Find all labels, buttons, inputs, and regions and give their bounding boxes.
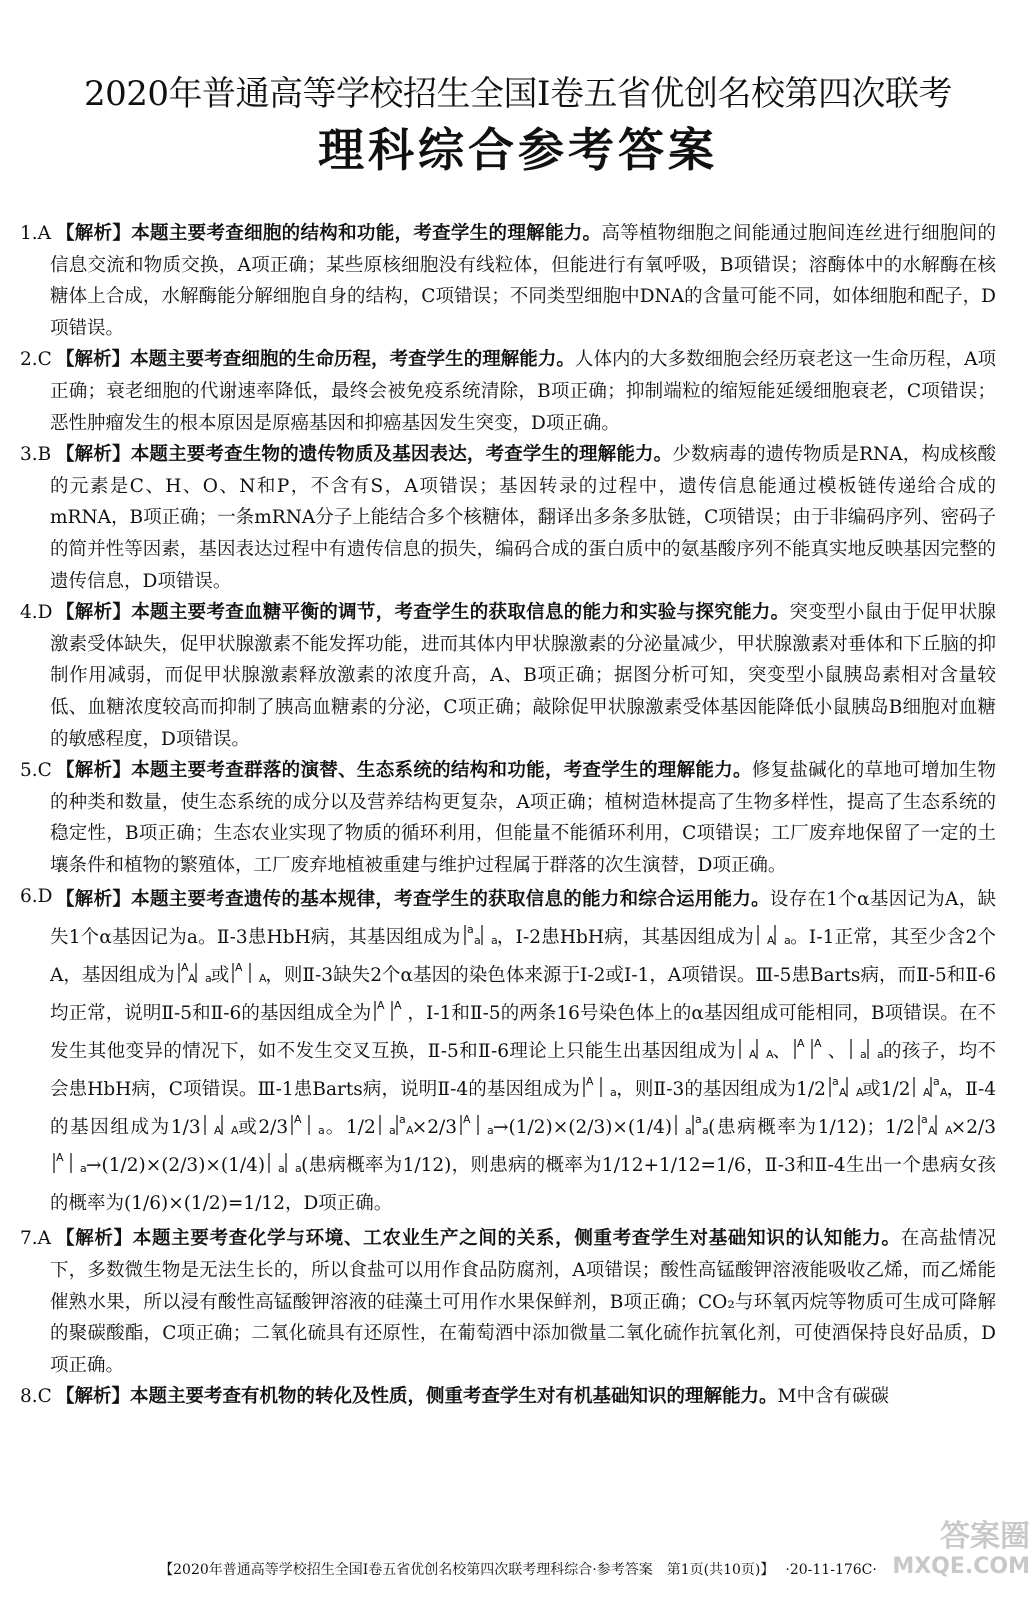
genotype-figure [911,1075,949,1100]
svg-text:A: A [944,1124,953,1138]
svg-text:a: a [831,1075,839,1089]
answer-item-1 [20,218,996,344]
svg-text:A: A [56,1151,64,1165]
svg-text:a: a [473,934,481,948]
svg-text:A: A [749,1048,757,1062]
item-lead: 本题主要考查化学与环境、工农业生产之间的关系，侧重考查学生对基础知识的认知能力。 [132,1228,901,1250]
analysis-label: 【解析】 [56,1386,131,1408]
genotype-figure [289,1113,323,1137]
svg-text:a: a [204,972,212,986]
svg-text:a: a [487,1124,494,1138]
svg-text:a: a [295,1162,302,1176]
item-text: 或1/2 [861,1079,911,1101]
genotype-figure [737,1037,774,1062]
svg-text:a: a [920,1113,928,1127]
item-number: 8.C [20,1386,52,1408]
item-body: 突变型小鼠由于促甲状腺激素受体缺失，促甲状腺激素不能发挥功能，进而其体内甲状腺激素的分泌量减少，甲状腺激素对垂体和下丘脑的抑制作用减弱，而促甲状腺激素释放激素的浓度升高，A、B项正确；据图分析可知，突变型小鼠胰岛素相对含量较低、血糖浓度较高而抑制了胰高血糖素的分泌，C项正确；敲除促甲状腺激素受体基因能降低小鼠胰岛B细胞对血糖的敏感程度，D项错误。 [50,602,996,750]
item-text: (患病概率为1/12)；1/2 [708,1117,915,1139]
item-number: 5.C [20,760,52,782]
svg-text:a: a [933,1075,941,1089]
svg-text:a: a [388,1124,396,1138]
answer-item-5 [20,755,996,881]
item-body: 高等植物细胞之间能通过胞间连丝进行细胞间的信息交流和物质交换，A项正确；某些原核细胞没有线粒体，但能进行有氧呼吸，B项错误；溶酶体中的水解酶在核糖体上合成，水解酶能分解细胞自身的结构，C项错误；不同类型细胞中DNA的含量可能不同，如体细胞和配子，D项错误。 [50,223,996,339]
item-number: 6.D [20,886,53,908]
svg-text:a: a [695,1113,702,1127]
watermark-logo [880,1520,1030,1580]
svg-text:a: a [876,1048,884,1062]
item-lead: 本题主要考查有机物的转化及性质，侧重考查学生对有机基础知识的理解能力。 [130,1386,778,1408]
svg-text:A: A [797,1037,805,1051]
svg-text:A: A [213,1124,222,1138]
genotype-figure [462,923,496,947]
svg-text:A: A [394,999,402,1013]
item-text: (患病概率为1/12)，则患病的概率为1/12+1/12=1/6，Ⅱ-3和Ⅱ-4生出一个患病女孩的概率为(1/6)×(1/2)=1/12，D项正确。 [50,1155,996,1215]
genotype-figure [458,1113,492,1137]
item-lead: 本题主要考查血糖平衡的调节，考查学生的获取信息的能力和实验与探究能力。 [131,602,790,624]
svg-text:A: A [766,1048,774,1062]
item-body: 人体内的大多数细胞会经历衰老这一生命历程，A项正确；衰老细胞的代谢速率降低，最终会被免疫系统清除，B项正确；抑制端粒的缩短能延缓细胞衰老，C项错误；恶性肿瘤发生的根本原因是原癌基因和抑癌基因发生突变，D项正确。 [50,349,996,434]
svg-text:A: A [838,1086,847,1100]
item-text: 、 [827,1041,847,1063]
svg-text:A: A [180,961,189,975]
genotype-figure [176,961,210,985]
item-number: 4.D [20,602,53,624]
answer-item-6 [20,881,996,1223]
analysis-label: 【解析】 [56,349,131,371]
svg-text:a: a [783,934,791,948]
svg-text:A: A [586,1075,594,1089]
answer-item-8 [20,1381,996,1413]
answer-item-4 [20,597,996,755]
answer-item-3 [20,439,996,597]
item-lead: 本题主要考查遗传的基本规律，考查学生的获取信息的能力和综合运用能力。 [131,889,770,911]
svg-text:A: A [855,1086,864,1100]
item-text: ，Ⅰ-2患HbH病，其基因组成为 [496,927,754,949]
exam-code: ·20-11-176C· [785,1562,877,1578]
svg-text:A: A [814,1037,822,1051]
svg-text:a: a [490,934,498,948]
item-text: 设存在1个α基因记为A，缺失1个α基因记为a。Ⅱ-3患HbH病，其基因组成为 [50,889,996,949]
analysis-label: 【解析】 [56,444,131,466]
svg-text:A: A [187,972,196,986]
item-number: 3.B [20,444,52,466]
genotype-figure [755,923,789,947]
analysis-label: 【解析】 [56,602,132,624]
svg-text:a: a [859,1048,867,1062]
svg-text:A: A [405,1124,414,1138]
svg-text:a: a [685,1124,692,1138]
page-title: 理科综合参考答案 [318,123,718,177]
item-text: 的孩子，均不会患HbH病，C项错误。Ⅲ-1患Barts病，说明Ⅱ-4的基因组成为 [50,1041,996,1101]
footer-text: 【2020年普通高等学校招生全国Ⅰ卷五省优创名校第四次联考理科综合·参考答案 第1页(共10页)】 [159,1562,768,1578]
item-text: ，Ⅰ-1和Ⅱ-5的两条16号染色体上的α基因组成可能相同，B项错误。在不发生其他变异的情况下，如不发生交叉互换，Ⅱ-5和Ⅱ-6理论上只能生出基因组成为 [50,1003,996,1063]
svg-text:a: a [466,923,474,937]
svg-text:A: A [766,934,775,948]
item-number: 2.C [20,349,52,371]
genotype-figure [673,1113,707,1137]
item-text: 。Ⅰ-1正常，其至少含2个A，基因组成为 [50,927,996,987]
genotype-figure [377,1113,414,1138]
genotype-figure [581,1075,615,1099]
analysis-label: 【解析】 [56,223,132,244]
item-text: ，则Ⅱ-3的基因组成为1/2 [616,1079,826,1101]
item-number: 1.A [20,223,52,244]
svg-text:A: A [230,1124,239,1138]
svg-text:A: A [463,1113,471,1127]
watermark-text: 答案圈 [940,1519,1030,1554]
item-text: 或2/3 [236,1117,289,1139]
analysis-label: 【解析】 [56,889,132,911]
exam-title: 2020年普通高等学校招生全国Ⅰ卷五省优创名校第四次联考 [84,74,952,114]
svg-text:a: a [610,1086,617,1100]
item-number: 7.A [20,1228,52,1250]
item-text: ，则Ⅱ-3缺失2个α基因的染色体来源于Ⅰ-2或Ⅰ-1，A项错误。Ⅲ-5患Barts病，而Ⅱ-5和Ⅱ-6均正常，说明Ⅱ-5和Ⅱ-6的基因组成全为 [50,965,996,1025]
item-text: →(1/2)×(2/3)×(1/4) [86,1155,266,1177]
genotype-figure [827,1075,864,1100]
svg-text:A: A [294,1113,302,1127]
genotype-figure [372,999,406,1023]
answer-item-2 [20,344,996,439]
svg-text:a: a [318,1124,325,1138]
genotype-figure [848,1037,882,1061]
genotype-figure [266,1151,300,1175]
svg-text:A: A [259,972,267,986]
item-body: 在高盐情况下，多数微生物是无法生长的，所以食盐可以用作食品防腐剂，A项错误；酸性高锰酸钾溶液能吸收乙烯，而乙烯能催熟水果，所以浸有酸性高锰酸钾溶液的硅藻土可用作水果保鲜剂，B项正确；CO₂与环氧丙烷等物质可生成可降解的聚碳酸酯，C项正确；二氧化硫具有还原性，在葡萄酒中添加微量二氧化硫作抗氧化剂，可使酒保持良好品质，D项正确。 [50,1228,996,1376]
item-text: ，Ⅱ-4的基因组成为1/3 [50,1079,996,1139]
answer-item-7 [20,1223,996,1381]
item-text: →(1/2)×(2/3)×(1/4) [493,1117,673,1139]
watermark-url: MXQE.COM [892,1554,1030,1579]
item-text: 、 [772,1041,792,1063]
answer-content [20,218,996,1413]
genotype-figure [202,1113,239,1138]
svg-text:A: A [927,1124,936,1138]
svg-text:A: A [235,961,243,975]
item-lead: 本题主要考查群落的演替、生态系统的结构和功能，考查学生的理解能力。 [131,760,752,782]
item-lead: 本题主要考查细胞的结构和功能，考查学生的理解能力。 [131,223,602,244]
item-lead: 本题主要考查细胞的生命历程，考查学生的理解能力。 [130,349,575,371]
item-body: 修复盐碱化的草地可增加生物的种类和数量，使生态系统的成分以及营养结构更复杂，A项正确；植树造林提高了生物多样性，提高了生态系统的稳定性，B项正确；生态农业实现了物质的循环利用，但能量不能循环利用，C项错误；工厂废弃地保留了一定的土壤条件和植物的繁殖体，工厂废弃地植被重建与维护过程属于群落的次生演替，D项正确。 [50,760,996,876]
svg-text:a: a [278,1162,285,1176]
genotype-figure [51,1151,85,1175]
item-body: M中含有碳碳 [777,1386,889,1408]
item-text: 。1/2 [324,1117,376,1139]
genotype-figure [230,961,267,986]
item-body: 少数病毒的遗传物质是RNA，构成核酸的元素是C、H、O、N和P，不含有S，A项错误；基因转录的过程中，遗传信息能通过模板链传递给合成的mRNA，B项正确；一条mRNA分子上能结合多个核糖体，翻译出多条多肽链，C项错误；由于非编码序列、密码子的简并性等因素，基因表达过程中有遗传信息的损失，编码合成的蛋白质中的氨基酸序列不能真实地反映基因完整的遗传信息，D项错误。 [50,444,996,592]
analysis-label: 【解析】 [56,760,132,782]
header [0,72,1036,180]
svg-text:a: a [702,1124,709,1138]
analysis-label: 【解析】 [56,1228,133,1250]
item-text: ×2/3 [950,1117,997,1139]
svg-text:A: A [377,999,385,1013]
item-text: 或 [210,965,230,987]
item-text: ×2/3 [411,1117,458,1139]
genotype-figure [916,1113,953,1138]
svg-text:A: A [923,1086,932,1100]
svg-text:a: a [398,1113,406,1127]
item-lead: 本题主要考查生物的遗传物质及基因表达，考查学生的理解能力。 [130,444,673,466]
svg-text:a: a [80,1162,87,1176]
genotype-figure [792,1037,826,1061]
svg-text:A: A [940,1086,949,1100]
